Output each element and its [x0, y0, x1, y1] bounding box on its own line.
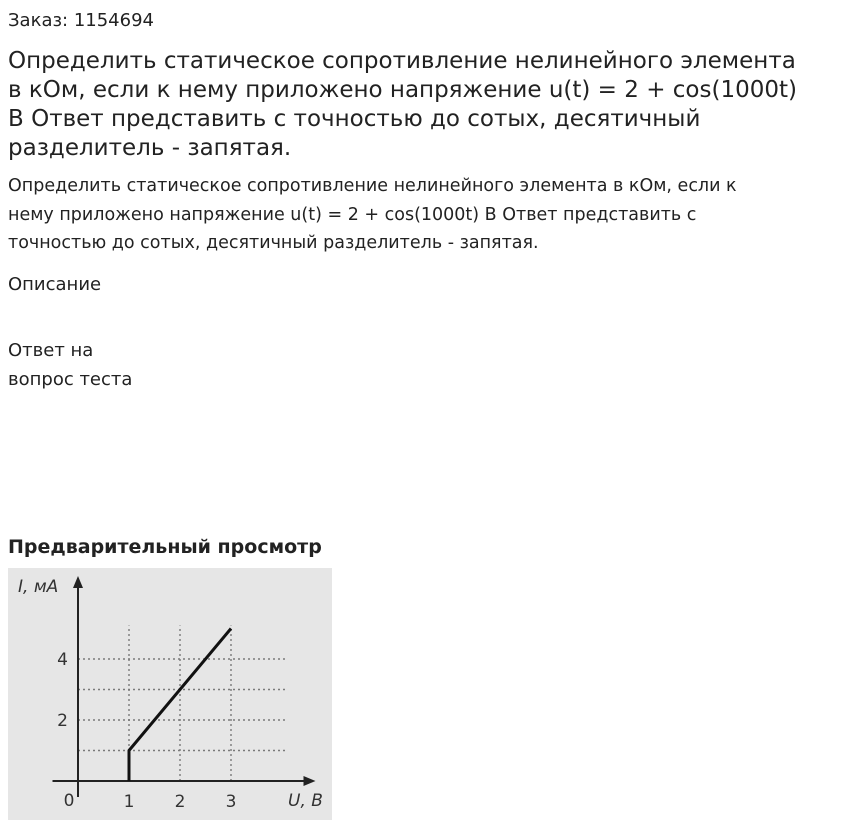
task-title: Определить статическое сопротивление нелинейного элемента в кОм, если к нему приложено напряжение u(t) = 2 + cos(1000t) В Ответ представить с точностью до сотых, десятичный разделитель - запятая.: [8, 48, 797, 161]
task-text: Определить статическое сопротивление нелинейного элемента в кОм, если к нему приложено напряжение u(t) = 2 + cos(1000t) В Ответ представить с точностью до сотых, десятичный разделитель - запятая.: [8, 176, 737, 253]
answer-text: Ответ на вопрос теста: [8, 340, 133, 390]
y-tick-label: 4: [57, 650, 68, 670]
preview-heading: Предварительный просмотр: [8, 536, 322, 558]
y-axis-label: I, мА: [18, 577, 59, 597]
y-tick-label: 2: [57, 711, 68, 731]
y-axis-arrow: [73, 576, 83, 588]
order-number: Заказ: 1154694: [8, 10, 154, 31]
x-axis-arrow: [304, 776, 316, 786]
origin-label: 0: [63, 791, 75, 811]
x-tick-label: 2: [174, 792, 186, 812]
x-axis-label: U, В: [288, 791, 323, 811]
preview-image: [8, 568, 332, 820]
description-heading: Описание: [8, 274, 102, 295]
x-tick-label: 1: [123, 792, 135, 812]
x-tick-label: 3: [225, 792, 237, 812]
iv-chart: [8, 568, 332, 820]
